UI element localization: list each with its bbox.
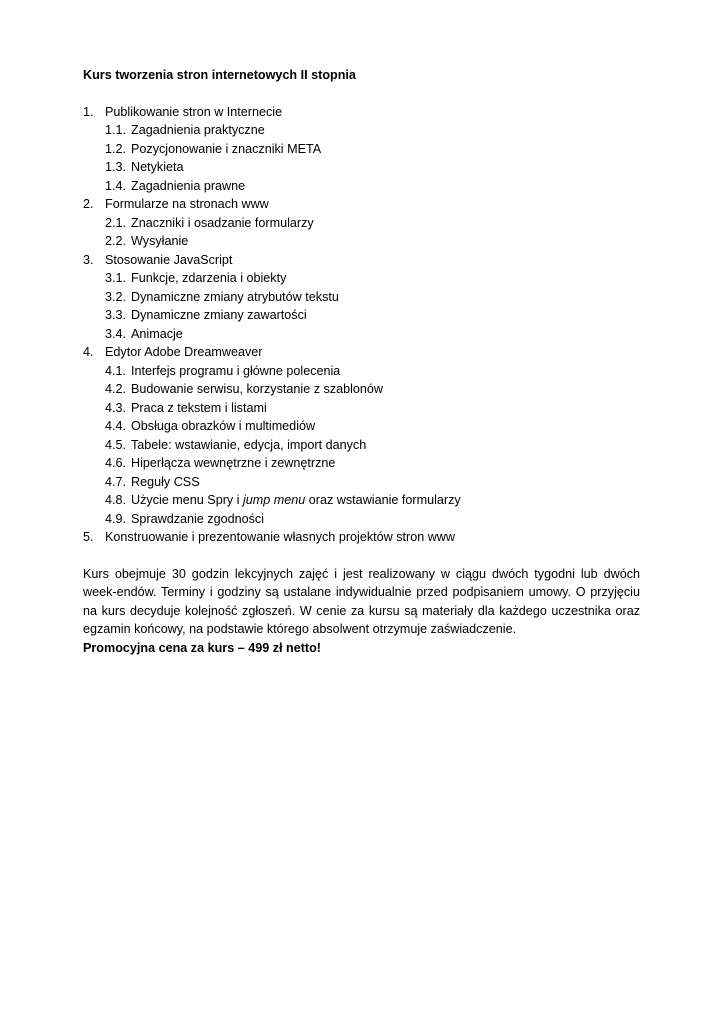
item-number: 3.2. — [105, 289, 127, 304]
outline-section — [83, 195, 640, 214]
outline-item — [83, 232, 640, 251]
item-number: 4.3. — [105, 400, 127, 415]
section-number: 5. — [83, 530, 94, 544]
section-label: Edytor Adobe Dreamweaver — [105, 345, 263, 359]
item-number: 1.2. — [105, 141, 127, 156]
item-number: 4.5. — [105, 437, 127, 452]
outline-item — [83, 306, 640, 325]
item-label: Hiperłącza wewnętrzne i zewnętrzne — [131, 456, 336, 470]
outline-item — [83, 140, 640, 159]
item-number: 4.1. — [105, 363, 127, 378]
outline-item — [83, 454, 640, 473]
item-number: 4.8. — [105, 493, 127, 507]
section-label: Formularze na stronach www — [105, 197, 269, 211]
outline-item — [83, 399, 640, 418]
outline-item — [83, 288, 640, 307]
outline-item — [83, 380, 640, 399]
outline-item — [83, 417, 640, 436]
section-number: 2. — [83, 197, 94, 211]
item-number: 4.9. — [105, 511, 127, 526]
course-outline — [83, 103, 640, 547]
item-label: Dynamiczne zmiany atrybutów tekstu — [131, 289, 339, 304]
item-label: Znaczniki i osadzanie formularzy — [131, 215, 314, 230]
outline-item — [83, 362, 640, 381]
item-number: 4.6. — [105, 456, 127, 470]
item-number: 1.4. — [105, 178, 127, 193]
outline-section — [83, 103, 640, 122]
outline-item — [83, 510, 640, 529]
section-label: Stosowanie JavaScript — [105, 252, 233, 267]
section-number: 1. — [83, 104, 94, 119]
outline-item — [83, 121, 640, 140]
item-number: 3.4. — [105, 326, 127, 341]
outline-section — [83, 528, 640, 547]
item-label: Tabele: wstawianie, edycja, import danych — [131, 437, 367, 452]
item-number: 1.3. — [105, 160, 127, 174]
item-label — [131, 491, 461, 510]
item-label: Obsługa obrazków i multimediów — [131, 419, 316, 433]
item-label: Sprawdzanie zgodności — [131, 511, 265, 526]
price-line: Promocyjna cena za kurs – 499 zł netto! — [83, 640, 321, 655]
item-number: 1.1. — [105, 123, 127, 137]
outline-item — [83, 177, 640, 196]
item-label: Pozycjonowanie i znaczniki META — [131, 141, 322, 156]
item-label: Wysyłanie — [131, 234, 189, 248]
item-number: 3.1. — [105, 271, 127, 285]
item-label: Zagadnienia prawne — [131, 178, 246, 193]
course-description: Kurs obejmuje 30 godzin lekcyjnych zajęć i jest realizowany w ciągu dwóch tygodni lub dwóch week-endów. Terminy i godziny są ustalane indywidualnie przed podpisaniem umowy. O przyjęciu na kurs decyduje kolejność zgłoszeń. W cenie za kursu są materiały dla każdego uczestnika oraz egzamin końcowy, na podstawie którego absolwent otrzymuje zaświadczenie. — [83, 566, 640, 636]
section-label: Publikowanie stron w Internecie — [105, 104, 283, 119]
item-label-emphasis: jump menu — [242, 493, 306, 507]
outline-item — [83, 491, 640, 510]
item-label: Netykieta — [131, 160, 184, 174]
document-page — [83, 66, 640, 657]
item-label: Interfejs programu i główne polecenia — [131, 363, 341, 378]
section-label: Konstruowanie i prezentowanie własnych projektów stron www — [105, 530, 455, 544]
document-title: Kurs tworzenia stron internetowych II stopnia — [83, 68, 356, 82]
item-number: 2.2. — [105, 234, 127, 248]
outline-section — [83, 343, 640, 362]
item-label: Budowanie serwisu, korzystanie z szablonów — [131, 382, 383, 396]
item-label-post: oraz wstawianie formularzy — [305, 493, 461, 507]
item-label: Animacje — [131, 326, 183, 341]
item-label: Funkcje, zdarzenia i obiekty — [131, 271, 287, 285]
section-number: 3. — [83, 252, 94, 267]
item-number: 3.3. — [105, 308, 127, 322]
item-number: 4.2. — [105, 382, 127, 396]
item-number: 4.7. — [105, 474, 127, 489]
outline-section — [83, 251, 640, 270]
item-number: 2.1. — [105, 215, 127, 230]
item-label-pre: Użycie menu Spry i — [131, 493, 243, 507]
outline-item — [83, 158, 640, 177]
outline-item — [83, 473, 640, 492]
outline-item — [83, 325, 640, 344]
outline-item — [83, 436, 640, 455]
item-label: Dynamiczne zmiany zawartości — [131, 308, 307, 322]
item-label: Zagadnienia praktyczne — [131, 123, 265, 137]
section-number: 4. — [83, 345, 94, 359]
item-label: Praca z tekstem i listami — [131, 400, 267, 415]
outline-item — [83, 269, 640, 288]
item-label: Reguły CSS — [131, 474, 200, 489]
item-number: 4.4. — [105, 419, 127, 433]
outline-item — [83, 214, 640, 233]
